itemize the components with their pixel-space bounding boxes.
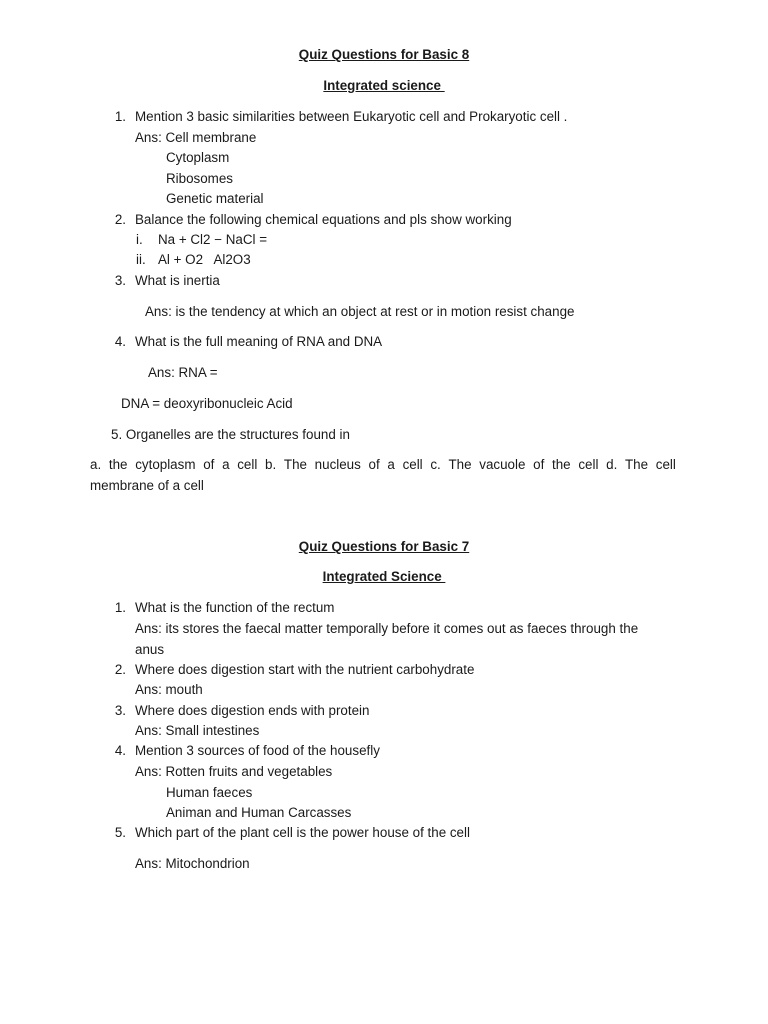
basic8-q3-text: What is inertia <box>135 273 220 288</box>
basic7-q4-answer-item: Human faeces <box>166 785 253 800</box>
option-word: c. <box>430 457 441 472</box>
basic8-q4-text: What is the full meaning of RNA and DNA <box>135 334 383 349</box>
basic7-q5-number: 5. <box>114 825 126 840</box>
basic8-q1-answer-item: Genetic material <box>166 191 264 206</box>
basic7-q4-number: 4. <box>114 743 126 758</box>
basic8-q3-number: 3. <box>114 273 126 288</box>
basic8-q1-text: Mention 3 basic similarities between Eukaryotic cell and Prokaryotic cell . <box>135 109 568 124</box>
basic7-q3-answer: Ans: Small intestines <box>135 723 260 738</box>
basic8-q1-answer-item: Cytoplasm <box>166 150 230 165</box>
basic7-q5-answer: Ans: Mitochondrion <box>135 856 250 871</box>
basic7-q1-text: What is the function of the rectum <box>135 600 335 615</box>
basic7-q4-text: Mention 3 sources of food of the housefly <box>135 743 380 758</box>
basic8-title: Quiz Questions for Basic 8 <box>298 47 470 62</box>
option-word: vacuole <box>479 457 526 472</box>
basic8-q2-number: 2. <box>114 212 126 227</box>
basic8-q3-answer: Ans: is the tendency at which an object at rest or in motion resist change <box>145 304 575 319</box>
option-word: cell <box>655 457 676 472</box>
basic8-q5-options <box>90 457 676 473</box>
basic7-q1-answer-cont: anus <box>135 642 165 657</box>
option-word: cytoplasm <box>135 457 196 472</box>
basic7-q3-text: Where does digestion ends with protein <box>135 703 370 718</box>
basic7-q4-answer-item: Animan and Human Carcasses <box>166 805 352 820</box>
option-word: The <box>448 457 472 472</box>
basic7-q1-number: 1. <box>114 600 126 615</box>
option-word: the <box>552 457 571 472</box>
option-word: cell <box>578 457 599 472</box>
basic8-q4-answer-dna: DNA = deoxyribonucleic Acid <box>121 396 293 411</box>
basic7-q2-answer: Ans: mouth <box>135 682 203 697</box>
basic8-q1-number: 1. <box>114 109 126 124</box>
option-word: b. <box>265 457 277 472</box>
basic7-q2-number: 2. <box>114 662 126 677</box>
basic8-q2-sub-equation: Na + Cl2 − NaCl = <box>158 232 268 247</box>
option-word: nucleus <box>314 457 361 472</box>
basic8-q2-text: Balance the following chemical equations and pls show working <box>135 212 512 227</box>
basic8-q5-text: 5. Organelles are the structures found in <box>111 427 350 442</box>
option-word: of <box>368 457 380 472</box>
option-word: cell <box>237 457 258 472</box>
basic7-q1-answer: Ans: its stores the faecal matter temporally before it comes out as faeces through the <box>135 621 639 636</box>
basic8-q4-number: 4. <box>114 334 126 349</box>
basic7-q3-number: 3. <box>114 703 126 718</box>
option-word: cell <box>402 457 423 472</box>
basic8-q4-answer: Ans: RNA = <box>148 365 218 380</box>
option-word: of <box>203 457 215 472</box>
basic8-q2-sub-number: i. <box>136 232 143 247</box>
option-word: a <box>222 457 230 472</box>
option-word: a <box>387 457 395 472</box>
basic7-q2-text: Where does digestion start with the nutrient carbohydrate <box>135 662 475 677</box>
basic8-q2-sub-equation: Al + O2 Al2O3 <box>158 252 251 267</box>
basic8-q1-answer: Ans: Cell membrane <box>135 130 257 145</box>
option-word: of <box>533 457 545 472</box>
basic7-title: Quiz Questions for Basic 7 <box>298 539 470 554</box>
basic7-q5-text: Which part of the plant cell is the power house of the cell <box>135 825 470 840</box>
basic8-q5-options-cont: membrane of a cell <box>90 478 204 493</box>
option-word: d. <box>606 457 618 472</box>
option-word: the <box>108 457 128 472</box>
basic7-q4-answer: Ans: Rotten fruits and vegetables <box>135 764 333 779</box>
basic8-subject: Integrated science <box>323 78 445 93</box>
basic7-subject: Integrated Science <box>322 569 446 584</box>
option-word: The <box>283 457 307 472</box>
basic8-q1-answer-item: Ribosomes <box>166 171 233 186</box>
option-word: a. <box>90 457 102 472</box>
option-word: The <box>625 457 649 472</box>
basic8-q2-sub-number: ii. <box>136 252 146 267</box>
